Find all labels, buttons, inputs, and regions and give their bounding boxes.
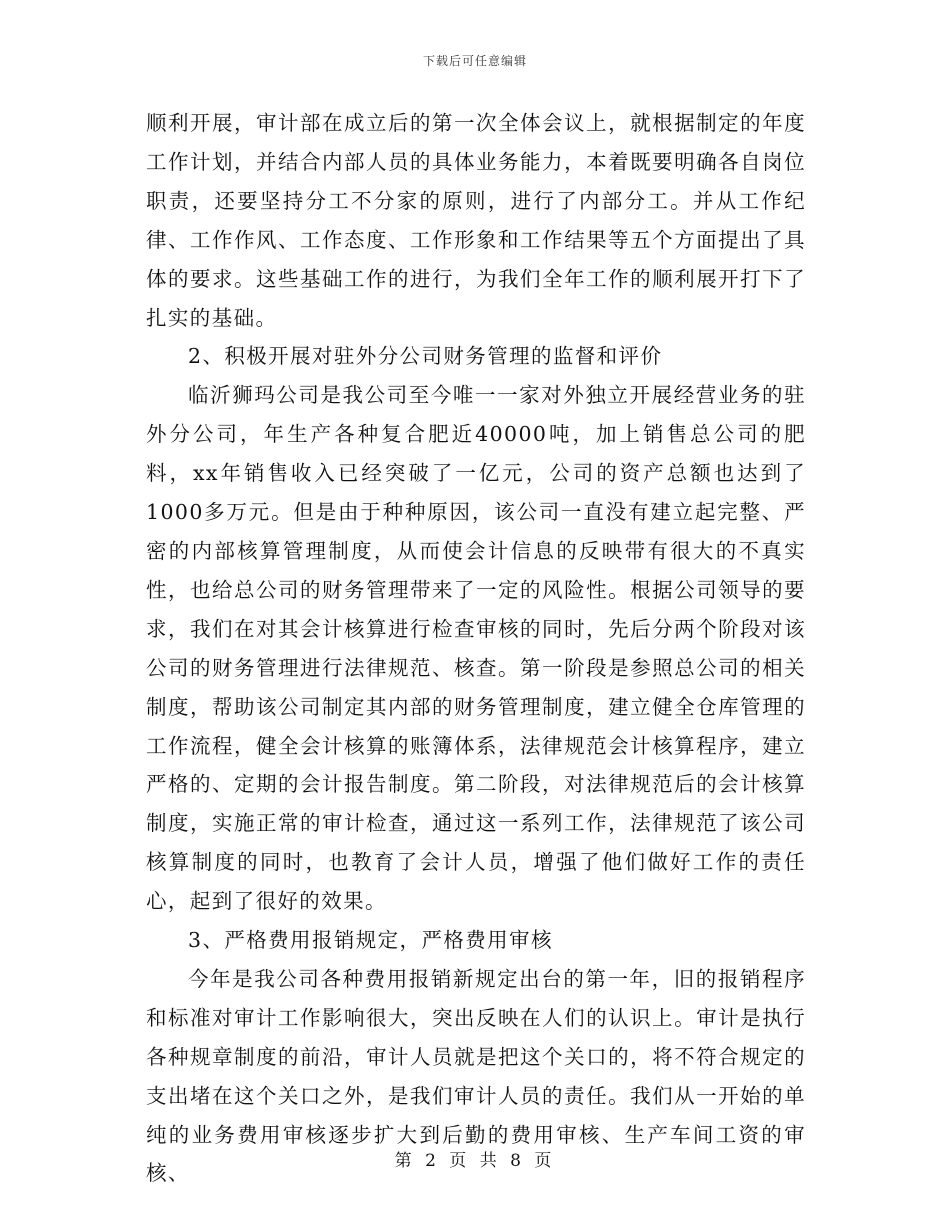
paragraph-continued: 顺利开展，审计部在成立后的第一次全体会议上，就根据制定的年度工作计划，并结合内部人员的具体业务能力，本着既要明确各自岗位职责，还要坚持分工不分家的原则，进行了内部分工。并从工作纪律、工作作风、工作态度、工作形象和工作结果等五个方面提出了具体的要求。这些基础工作的进行，为我们全年工作的顺利展开打下了扎实的基础。 bbox=[146, 111, 806, 330]
page-number-footer: 第 2 页 共 8 页 bbox=[394, 1151, 556, 1171]
document-body bbox=[146, 104, 806, 1193]
paragraph-expense-review: 今年是我公司各种费用报销新规定出台的第一年，旧的报销程序和标准对审计工作影响很大，突出反映在人们的认识上。审计是执行各种规章制度的前沿，审计人员就是把这个关口的，将不符合规定的支出堵在这个关口之外，是我们审计人员的责任。我们从一开始的单纯的业务费用审核逐步扩大到后勤的费用审核、生产车间工资的审核、 bbox=[146, 966, 806, 1186]
section-heading-3: 3、严格费用报销规定，严格费用审核 bbox=[188, 928, 553, 953]
paragraph-linyi-company: 临沂狮玛公司是我公司至今唯一一家对外独立开展经营业务的驻外分公司，年生产各种复合肥近40000吨，加上销售总公司的肥料，xx年销售收入已经突破了一亿元，公司的资产总额也达到了1000多万元。但是由于种种原因，该公司一直没有建立起完整、严密的内部核算管理制度，从而使会计信息的反映带有很大的不真实性，也给总公司的财务管理带来了一定的风险性。根据公司领导的要求，我们在对其会计核算进行检查审核的同时，先后分两个阶段对该公司的财务管理进行法律规范、核查。第一阶段是参照总公司的相关制度，帮助该公司制定其内部的财务管理制度，建立健全仓库管理的工作流程，健全会计核算的账簿体系，法律规范会计核算程序，建立严格的、定期的会计报告制度。第二阶段，对法律规范后的会计核算制度，实施正常的审计检查，通过这一系列工作，法律规范了该公司核算制度的同时，也教育了会计人员，增强了他们做好工作的责任心，起到了很好的效果。 bbox=[146, 383, 806, 914]
section-heading-2: 2、积极开展对驻外分公司财务管理的监督和评价 bbox=[188, 344, 663, 369]
page-header: 下载后可任意编辑 bbox=[422, 54, 527, 68]
